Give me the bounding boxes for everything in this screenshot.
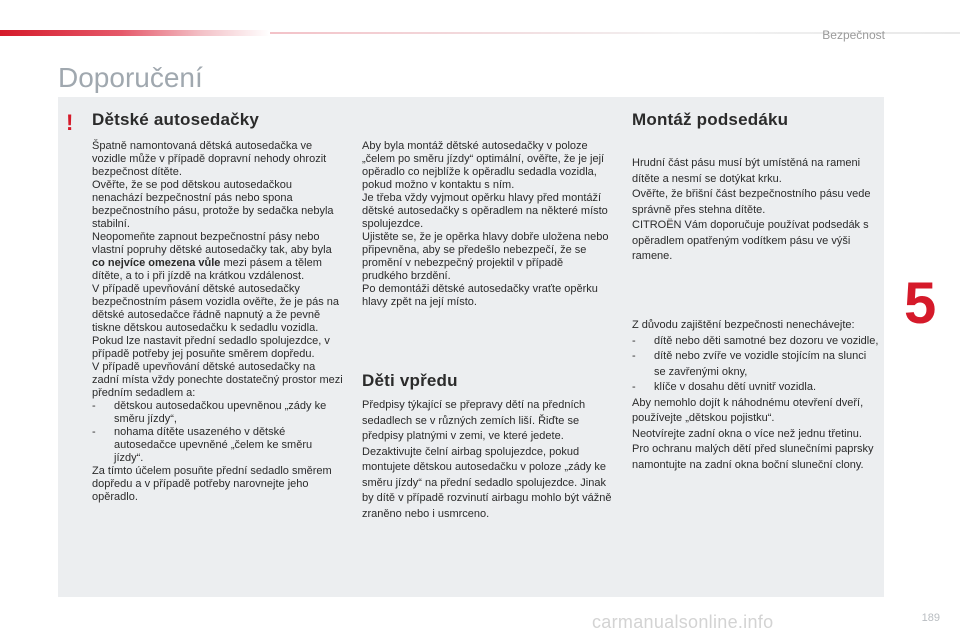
list-item: - klíče v dosahu dětí uvnitř vozidla. bbox=[632, 380, 880, 396]
page-title: Doporučení bbox=[58, 62, 203, 93]
paragraph: Předpisy týkající se přepravy dětí na předních sedadlech se v různých zemích liší. Řiďte se předpisy platnými v zemi, ve které jedete. bbox=[362, 399, 586, 442]
list-item: - dětskou autosedačkou upevněnou „zády ke směru jízdy“, bbox=[92, 400, 344, 426]
heading-booster-install: Montáž podsedáku bbox=[632, 110, 789, 129]
text-run: mezi pásem a tělem dítěte, a to i při jízdě na krátkou vzdálenost. bbox=[92, 257, 322, 282]
list-item: - dítě nebo děti samotné bez dozoru ve vozidle, bbox=[632, 334, 880, 350]
heading-child-seats: Dětské autosedačky bbox=[92, 110, 260, 129]
paragraph bbox=[92, 231, 344, 283]
column-safety bbox=[632, 318, 880, 473]
paragraph: V případě upevňování dětské autosedačky bezpečnostním pásem vozidla ověřte, že je pás na dětské autosedačce řádně napnutý a že pevně tiskne dětskou autosedačku k sedadlu vozidla. Pokud lze nastavit přední sedadlo spolujezdce, v případě potřeby jej posuňte směrem dopředu. bbox=[92, 283, 340, 360]
paragraph: Aby byla montáž dětské autosedačky v poloze „čelem po směru jízdy“ optimální, ověřte, že je její opěradlo co nejblíže k opěradlu sedadla vozidla, pokud možno v kontaktu s ním. bbox=[362, 140, 605, 191]
list-item: - nohama dítěte usazeného v dětské autosedačce upevněné „čelem ke směru jízdy“. bbox=[92, 426, 344, 465]
watermark: carmanualsonline.info bbox=[592, 612, 774, 632]
paragraph: Za tímto účelem posuňte přední sedadlo směrem dopředu a v případě potřeby narovnejte jeho opěradlo. bbox=[92, 465, 332, 503]
column-child-seats bbox=[92, 140, 344, 504]
list-item: - dítě nebo zvíře ve vozidle stojícím na slunci se zavřenými okny, bbox=[632, 349, 880, 380]
paragraph: Pro ochranu malých dětí před slunečními paprsky namontujte na zadní okna boční sluneční clony. bbox=[632, 443, 874, 471]
column-booster bbox=[632, 156, 880, 265]
paragraph: CITROËN Vám doporučuje používat podsedák s opěradlem opatřeným vodítkem pásu ve výši ramene. bbox=[632, 219, 869, 262]
text-run: Neopomeňte zapnout bezpečnostní pásy nebo vlastní popruhy dětské autosedačky tak, aby byla bbox=[92, 231, 332, 256]
paragraph: Neotvírejte zadní okna o více než jednu třetinu. bbox=[632, 427, 862, 440]
list-rear-space bbox=[92, 400, 344, 465]
heading-children-front: Děti vpředu bbox=[362, 371, 458, 390]
paragraph: Po demontáži dětské autosedačky vraťte opěrku hlavy zpět na její místo. bbox=[362, 283, 598, 308]
paragraph: Hrudní část pásu musí být umístěná na rameni dítěte a nesmí se dotýkat krku. bbox=[632, 157, 861, 185]
paragraph: Špatně namontovaná dětská autosedačka ve vozidle může v případě dopravní nehody ohrozit bezpečnost dítěte. bbox=[92, 140, 327, 178]
paragraph: Ujistěte se, že je opěrka hlavy dobře uložena nebo připevněna, aby se předešlo nebezpečí, že se promění v nebezpečný projektil v případě prudkého brzdění. bbox=[362, 231, 609, 282]
warning-exclamation-icon: ! bbox=[66, 110, 74, 135]
paragraph: Ověřte, že se pod dětskou autosedačkou nenachází bezpečnostní pás nebo spona bezpečnostního pásu, protože by sedačka nebyla stabilní. bbox=[92, 179, 334, 230]
paragraph: Z důvodu zajištění bezpečnosti nenechávejte: bbox=[632, 319, 855, 331]
paragraph: Dezaktivujte čelní airbag spolujezdce, pokud montujete dětskou autosedačku v poloze „zády ke směru jízdy“ na přední sedadlo spolujezdce. Jinak by dítě v případě rozvinutí airbagu mohlo být vážně zraněno nebo i usmrceno. bbox=[362, 445, 612, 520]
paragraph: Je třeba vždy vyjmout opěrku hlavy před montáží dětské autosedačky s opěradlem na některé místo spolujezdce. bbox=[362, 192, 608, 230]
column-headrest bbox=[362, 140, 612, 309]
paragraph: Ověřte, že břišní část bezpečnostního pásu vede správně přes stehna dítěte. bbox=[632, 188, 871, 216]
paragraph: Aby nemohlo dojít k náhodnému otevření dveří, používejte „dětskou pojistku“. bbox=[632, 396, 864, 424]
emphasis-text: co nejvíce omezena vůle bbox=[92, 257, 221, 269]
column-children-front bbox=[362, 398, 612, 522]
chapter-number: 5 bbox=[904, 271, 937, 336]
section-header: Bezpečnost bbox=[822, 28, 885, 42]
page-number: 189 bbox=[921, 612, 940, 624]
header-accent-bar bbox=[0, 30, 270, 36]
list-do-not-leave bbox=[632, 334, 880, 396]
paragraph: V případě upevňování dětské autosedačky na zadní místa vždy ponechte dostatečný prostor mezi předním sedadlem a: bbox=[92, 361, 343, 399]
